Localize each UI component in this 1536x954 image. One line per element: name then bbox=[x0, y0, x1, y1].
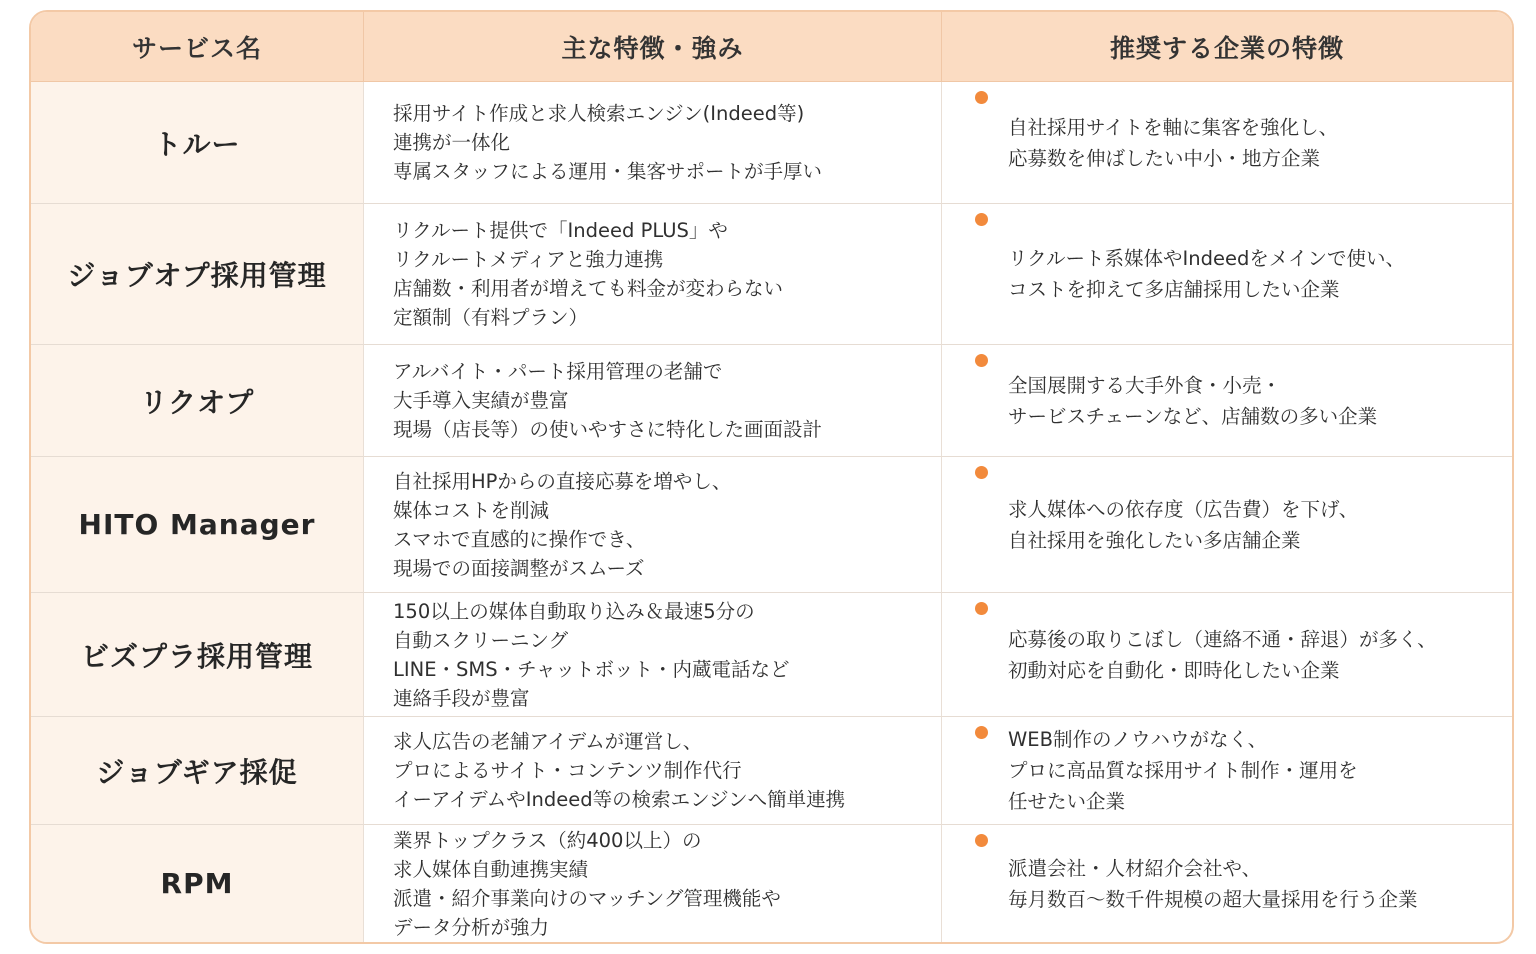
comparison-grid bbox=[31, 12, 1512, 942]
comparison-table bbox=[29, 10, 1514, 944]
recommended-text bbox=[1008, 370, 1377, 432]
feature-line: 定額制（有料プラン） bbox=[393, 306, 589, 329]
bullet-dot-icon bbox=[975, 726, 988, 739]
service-name-cell: HITO Manager bbox=[31, 457, 364, 593]
feature-line: 150以上の媒体自動取り込み＆最速5分の bbox=[393, 599, 755, 623]
bullet-dot-icon bbox=[975, 91, 988, 104]
recommended-line: 自社採用サイトを軸に集客を強化し、 bbox=[1008, 115, 1339, 139]
feature-line: データ分析が強力 bbox=[393, 915, 550, 939]
feature-line: 連携が一体化 bbox=[393, 131, 511, 154]
bullet-dot-icon bbox=[975, 466, 988, 479]
recommended-cell bbox=[942, 717, 1512, 825]
features-cell bbox=[364, 457, 942, 593]
feature-line: 求人広告の老舗アイデムが運営し、 bbox=[393, 730, 703, 753]
recommended-line: リクルート系媒体やIndeedをメインで使い、 bbox=[1008, 247, 1405, 270]
recommended-line: WEB制作のノウハウがなく、 bbox=[1008, 728, 1268, 751]
service-name-cell: RPM bbox=[31, 825, 364, 942]
recommended-line: 求人媒体への依存度（広告費）を下げ、 bbox=[1008, 497, 1359, 521]
feature-line: 店舗数・利用者が増えても料金が変わらない bbox=[393, 277, 784, 300]
feature-line: 大手導入実績が豊富 bbox=[393, 389, 569, 412]
bullet-dot-icon bbox=[975, 213, 988, 226]
feature-line: 採用サイト作成と求人検索エンジン(Indeed等) bbox=[393, 102, 805, 125]
recommended-cell bbox=[942, 457, 1512, 593]
recommended-cell bbox=[942, 593, 1512, 717]
recommended-line: 初動対応を自動化・即時化したい企業 bbox=[1008, 658, 1340, 682]
feature-line: 求人媒体自動連携実績 bbox=[393, 857, 589, 881]
feature-line: リクルート提供で「Indeed PLUS」や bbox=[393, 219, 728, 242]
feature-line: 媒体コストを削減 bbox=[393, 498, 550, 522]
recommended-text bbox=[1008, 494, 1358, 556]
feature-line: リクルートメディアと強力連携 bbox=[393, 248, 664, 271]
feature-line: 自社採用HPからの直接応募を増やし、 bbox=[393, 469, 732, 493]
recommended-text bbox=[1008, 112, 1338, 174]
recommended-text bbox=[1008, 624, 1437, 686]
features-cell bbox=[364, 717, 942, 825]
feature-line: 現場（店長等）の使いやすさに特化した画面設計 bbox=[393, 418, 823, 441]
features-cell bbox=[364, 593, 942, 717]
service-name-cell: ビズプラ採用管理 bbox=[31, 593, 364, 717]
recommended-line: 応募数を伸ばしたい中小・地方企業 bbox=[1008, 146, 1321, 170]
features-cell bbox=[364, 82, 942, 204]
feature-line: 自動スクリーニング bbox=[393, 628, 569, 652]
feature-line: 派遣・紹介事業向けのマッチング管理機能や bbox=[393, 886, 781, 910]
recommended-text bbox=[1008, 724, 1358, 817]
recommended-line: 任せたい企業 bbox=[1008, 790, 1126, 813]
recommended-cell bbox=[942, 825, 1512, 942]
features-cell bbox=[364, 204, 942, 345]
feature-line: プロによるサイト・コンテンツ制作代行 bbox=[393, 759, 742, 782]
recommended-cell bbox=[942, 345, 1512, 457]
service-name-cell: ジョブギア採促 bbox=[31, 717, 364, 825]
feature-line: アルバイト・パート採用管理の老舗で bbox=[393, 360, 723, 383]
feature-line: 業界トップクラス（約400以上）の bbox=[393, 828, 702, 852]
service-name-cell: トルー bbox=[31, 82, 364, 204]
service-name-cell: リクオプ bbox=[31, 345, 364, 457]
bullet-dot-icon bbox=[975, 834, 988, 847]
header-service-name: サービス名 bbox=[31, 12, 364, 82]
feature-line: 現場での面接調整がスムーズ bbox=[393, 556, 645, 580]
features-cell bbox=[364, 825, 942, 942]
recommended-line: プロに高品質な採用サイト制作・運用を bbox=[1008, 759, 1358, 782]
feature-line: LINE・SMS・チャットボット・内蔵電話など bbox=[393, 657, 790, 681]
features-cell bbox=[364, 345, 942, 457]
feature-line: イーアイデムやIndeed等の検索エンジンへ簡単連携 bbox=[393, 788, 846, 811]
recommended-cell bbox=[942, 82, 1512, 204]
feature-line: 専属スタッフによる運用・集客サポートが手厚い bbox=[393, 160, 823, 183]
bullet-dot-icon bbox=[975, 354, 988, 367]
feature-line: スマホで直感的に操作でき、 bbox=[393, 527, 646, 551]
bullet-dot-icon bbox=[975, 602, 988, 615]
recommended-line: 自社採用を強化したい多店舗企業 bbox=[1008, 528, 1301, 552]
recommended-line: 応募後の取りこぼし（連絡不通・辞退）が多く、 bbox=[1008, 627, 1437, 651]
service-name-cell: ジョブオプ採用管理 bbox=[31, 204, 364, 345]
recommended-line: 毎月数百〜数千件規模の超大量採用を行う企業 bbox=[1008, 887, 1418, 911]
header-features: 主な特徴・強み bbox=[364, 12, 942, 82]
recommended-line: サービスチェーンなど、店舗数の多い企業 bbox=[1008, 404, 1378, 428]
recommended-text bbox=[1008, 243, 1405, 305]
feature-line: 連絡手段が豊富 bbox=[393, 686, 530, 710]
header-recommended: 推奨する企業の特徴 bbox=[942, 12, 1512, 82]
recommended-text bbox=[1008, 853, 1418, 915]
recommended-line: 派遣会社・人材紹介会社や、 bbox=[1008, 856, 1262, 880]
recommended-line: 全国展開する大手外食・小売・ bbox=[1008, 373, 1282, 397]
recommended-line: コストを抑えて多店舗採用したい企業 bbox=[1008, 278, 1340, 301]
recommended-cell bbox=[942, 204, 1512, 345]
